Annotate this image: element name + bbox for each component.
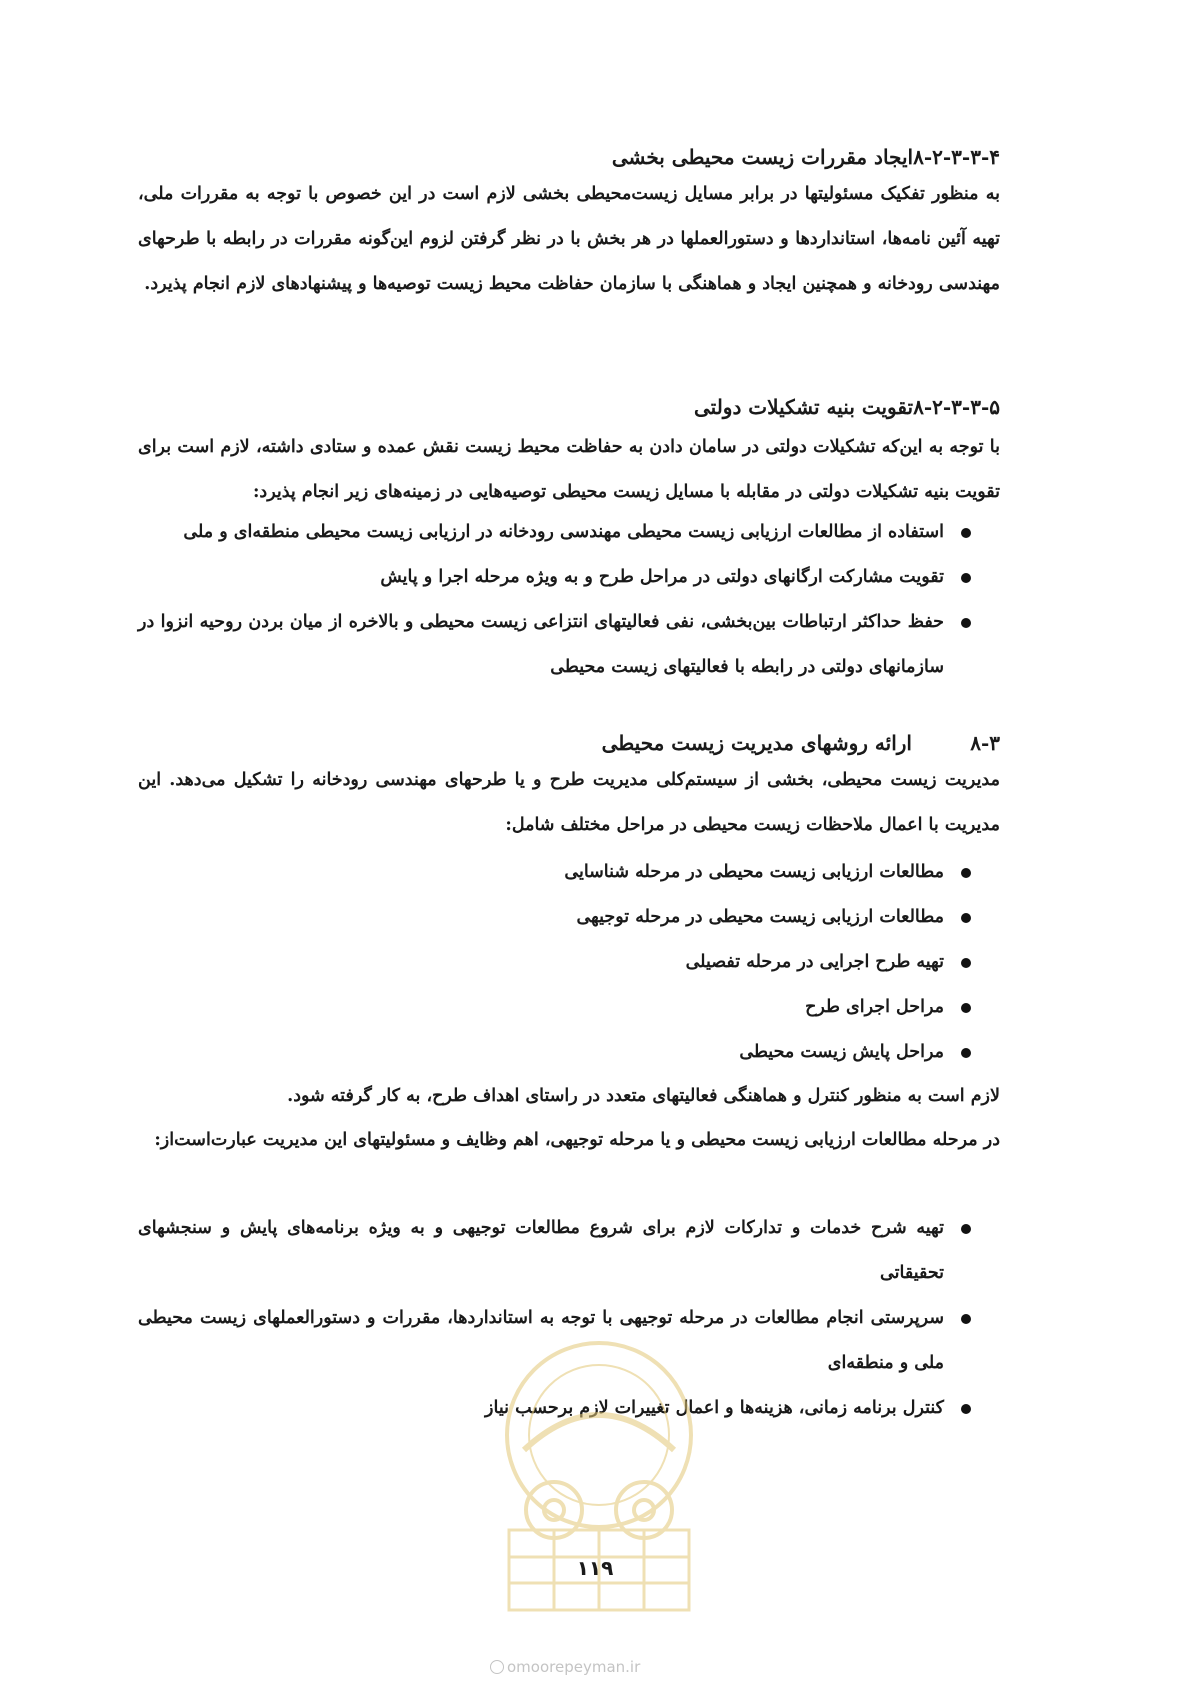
section-paragraph-8-3-b [138, 1074, 1000, 1119]
globe-icon [490, 1660, 504, 1674]
paragraph-text: با توجه به این‌که تشکیلات دولتی در سامان دادن به حفاظت محیط زیست نقش عمده و ستادی داشته، لازم است برای تقویت بنیه تشکیلات دولتی در مقابله با مسایل زیست محیطی توصیه‌هایی در زمینه‌های زیر انجام پذیرد: [138, 437, 1000, 502]
bullet-icon [961, 1048, 971, 1058]
section-paragraph-4 [138, 172, 1000, 307]
section-title: ارائه روشهای مدیریت زیست محیطی [601, 731, 912, 755]
paragraph-text: مدیریت زیست محیطی، بخشی از سیستم‌کلی مدیریت طرح و یا طرحهای مهندسی رودخانه را تشکیل می‌دهد. این مدیریت با اعمال ملاحظات زیست محیطی در مراحل مختلف شامل: [138, 770, 1000, 835]
list-item: مراحل پایش زیست محیطی [138, 1030, 1000, 1075]
list-item: حفظ حداکثر ارتباطات بین‌بخشی، نفی فعالیتهای انتزاعی زیست محیطی و بالاخره از میان بردن روحیه انزوا در سازمانهای دولتی در رابطه با فعالیتهای زیست محیطی [138, 600, 1000, 690]
section-paragraph-8-3 [138, 758, 1000, 848]
paragraph-text: در مرحله مطالعات ارزیابی زیست محیطی و یا مرحله توجیهی، اهم وظایف و مسئولیتهای این مدیریت عبارت‌است‌از: [154, 1130, 1000, 1150]
bullet-icon [961, 528, 971, 538]
bullet-icon [961, 618, 971, 628]
bullet-icon [961, 1224, 971, 1234]
section-heading-4: ۸-۲-۳-۳-۴ایجاد مقررات زیست محیطی بخشی [611, 145, 1000, 169]
list-item: تقویت مشارکت ارگانهای دولتی در مراحل طرح و به ویژه مرحله اجرا و پایش [138, 555, 1000, 600]
document-page [138, 0, 1000, 1684]
footer-site: omoorepeyman.ir [490, 1658, 640, 1676]
section-heading-5: ۸-۲-۳-۳-۵تقویت بنیه تشکیلات دولتی [693, 395, 1000, 419]
section-heading-8-3 [138, 728, 1000, 758]
list-item: تهیه طرح اجرایی در مرحله تفصیلی [138, 940, 1000, 985]
list-item: مراحل اجرای طرح [138, 985, 1000, 1030]
section-paragraph-5 [138, 425, 1000, 515]
paragraph-text: لازم است به منظور کنترل و هماهنگی فعالیتهای متعدد در راستای اهداف طرح، به کار گرفته شود. [287, 1086, 1000, 1106]
list-item: مطالعات ارزیابی زیست محیطی در مرحله توجیهی [138, 895, 1000, 940]
bullet-list-5 [138, 510, 1000, 690]
bullet-icon [961, 913, 971, 923]
bullet-icon [961, 1314, 971, 1324]
list-item: کنترل برنامه زمانی، هزینه‌ها و اعمال تغییرات لازم برحسب نیاز [138, 1386, 1000, 1431]
list-item: مطالعات ارزیابی زیست محیطی در مرحله شناسایی [138, 850, 1000, 895]
list-item: تهیه شرح خدمات و تدارکات لازم برای شروع مطالعات توجیهی و به ویژه برنامه‌های پایش و سنجشهای تحقیقاتی [138, 1206, 1000, 1296]
section-paragraph-8-3-c [138, 1118, 1000, 1163]
bullet-list-duties [138, 1206, 1000, 1431]
list-item: استفاده از مطالعات ارزیابی زیست محیطی مهندسی رودخانه در ارزیابی زیست محیطی منطقه‌ای و ملی [138, 510, 1000, 555]
section-number: ۸-۳ [970, 731, 1000, 755]
page-number: ۱۱۹ [576, 1556, 614, 1580]
bullet-icon [961, 1404, 971, 1414]
bullet-icon [961, 868, 971, 878]
bullet-icon [961, 573, 971, 583]
paragraph-text: به منظور تفکیک مسئولیتها در برابر مسایل زیست‌محیطی بخشی لازم است در این خصوص با توجه به مقررات ملی، تهیه آئین نامه‌ها، استانداردها و دستورالعملها در هر بخش با در نظر گرفتن لزوم این‌گونه مقررات در رابطه با طرحهای مهندسی رودخانه و همچنین ایجاد و هماهنگی با سازمان حفاظت محیط زیست توصیه‌ها و پیشنهادهای لازم انجام پذیرد. [138, 184, 1000, 294]
bullet-icon [961, 958, 971, 968]
bullet-icon [961, 1003, 971, 1013]
list-item: سرپرستی انجام مطالعات در مرحله توجیهی با توجه به استانداردها، مقررات و دستورالعملهای زیست محیطی ملی و منطقه‌ای [138, 1296, 1000, 1386]
bullet-list-stages [138, 850, 1000, 1075]
